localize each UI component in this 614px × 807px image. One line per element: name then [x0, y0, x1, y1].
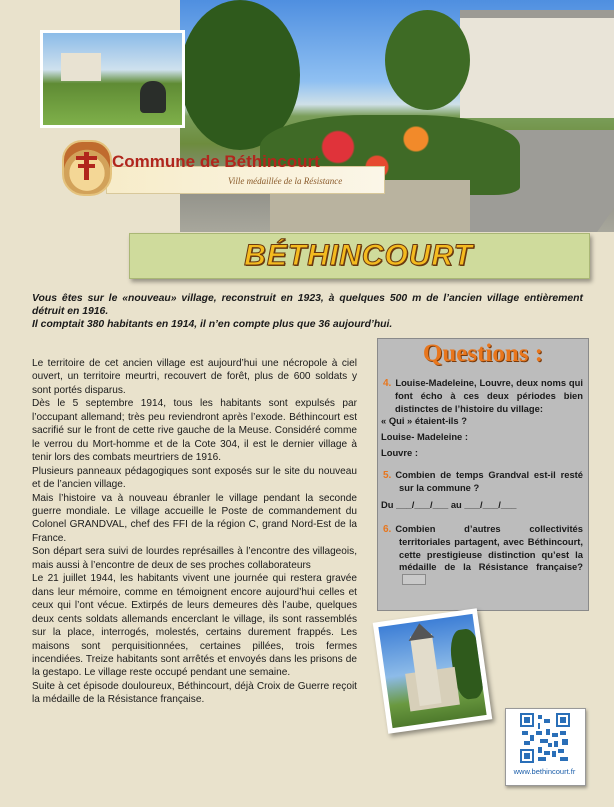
- body-text: [32, 357, 357, 707]
- intro-text: [32, 292, 583, 331]
- question-4: [383, 377, 583, 460]
- body-paragraph: Mais l’histoire va à nouveau ébranler le village pendant la seconde guerre mondiale. Le village accueille le Poste de commandement du Colonel GRANDVAL, chef des FFI de la région C, grand Nord-Est de la France.: [32, 492, 357, 544]
- website-link[interactable]: www.bethincourt.fr: [513, 767, 576, 776]
- question-number: 4.: [383, 378, 392, 389]
- answer-field-dates[interactable]: Du ___/___/___ au ___/___/___: [381, 498, 517, 510]
- question-6: [383, 523, 583, 585]
- village-street-photo: [180, 0, 614, 232]
- question-prompt: « Qui » étaient-ils ?: [381, 414, 467, 426]
- body-paragraph: Suite à cet épisode douloureux, Béthincourt, déjà Croix de Guerre reçoit la médaille de la Résistance française.: [32, 680, 357, 706]
- body-paragraph: Le territoire de cet ancien village est aujourd’hui une nécropole à ciel ouvert, un territoire meurtri, recouvert de forêt, plus de 600 soldats y sont portés disparus.: [32, 358, 357, 396]
- intro-line: Il comptait 380 habitants en 1914, il n’en compte plus que 36 aujourd’hui.: [32, 319, 393, 330]
- bell-monument-photo: [40, 30, 185, 128]
- commune-title: Commune de Béthincourt: [112, 152, 320, 171]
- qr-code-icon: [520, 713, 570, 763]
- intro-line: Vous êtes sur le «nouveau» village, reconstruit en 1923, à quelques 500 m de l’ancien village entièrement détruit en 1916.: [32, 293, 583, 317]
- question-text: Combien d’autres collectivités territoriales partagent, avec Béthincourt, cette prestigieuse distinction qu’est la médaille de la Résistance française?: [395, 523, 583, 572]
- body-paragraph: Le 21 juillet 1944, les habitants vivent une journée qui restera gravée dans leur mémoire, comme en témoignent encore aujourd’hui celles et ceux qui l’ont vécue. Extirpés de leurs demeures dès l’aube, quelques deux cents soldats allemands encerclant le village, ils sont rassemblés sur la place, interrogés, molestés, certains durement frappés. Les maisons sont perquisitionnées, certaines pillées, trois fermes incendiées. Treize habitants sont arrêtés et envoyés dans les prisons de la gestapo. Le village reste occupé pendant une semaine.: [32, 573, 357, 679]
- commune-subtitle: Ville médaillée de la Résistance: [228, 176, 343, 186]
- body-paragraph: Son départ sera suivi de lourdes représailles à l’encontre des villageois, mais aussi à l’encontre de deux de ses proches collaborateurs: [32, 546, 357, 571]
- questions-title: Questions :: [422, 340, 544, 367]
- question-text: Combien de temps Grandval est-il resté sur la commune ?: [395, 469, 583, 494]
- answer-field-louvre[interactable]: Louvre :: [381, 447, 418, 459]
- question-number: 5.: [383, 470, 392, 481]
- question-5: [383, 469, 583, 511]
- question-number: 6.: [383, 524, 392, 535]
- page-title: BÉTHINCOURT: [244, 239, 473, 272]
- lorraine-cross-emblem: [62, 140, 112, 196]
- answer-field-louise-madeleine[interactable]: Louise- Madeleine :: [381, 431, 468, 443]
- answer-box[interactable]: [402, 574, 426, 585]
- church-photo: [373, 608, 493, 734]
- body-paragraph: Dès le 5 septembre 1914, tous les habitants sont expulsés par l’occupant allemand; très peu reviendront après l’exode. Béthincourt est sacrifié sur le front de cette rive gauche de la Meuse. Considéré comme le verrou du Mort-homme et de la Cote 304, il est le dernier village à tenir lors des combats meurtriers de 1916.: [32, 398, 357, 464]
- body-paragraph: Plusieurs panneaux pédagogiques sont exposés sur le site du nouveau et de l’ancien village.: [32, 465, 357, 491]
- question-text: Louise-Madeleine, Louvre, deux noms qui font écho à ces deux périodes bien distinctes de l’histoire du village:: [395, 377, 583, 414]
